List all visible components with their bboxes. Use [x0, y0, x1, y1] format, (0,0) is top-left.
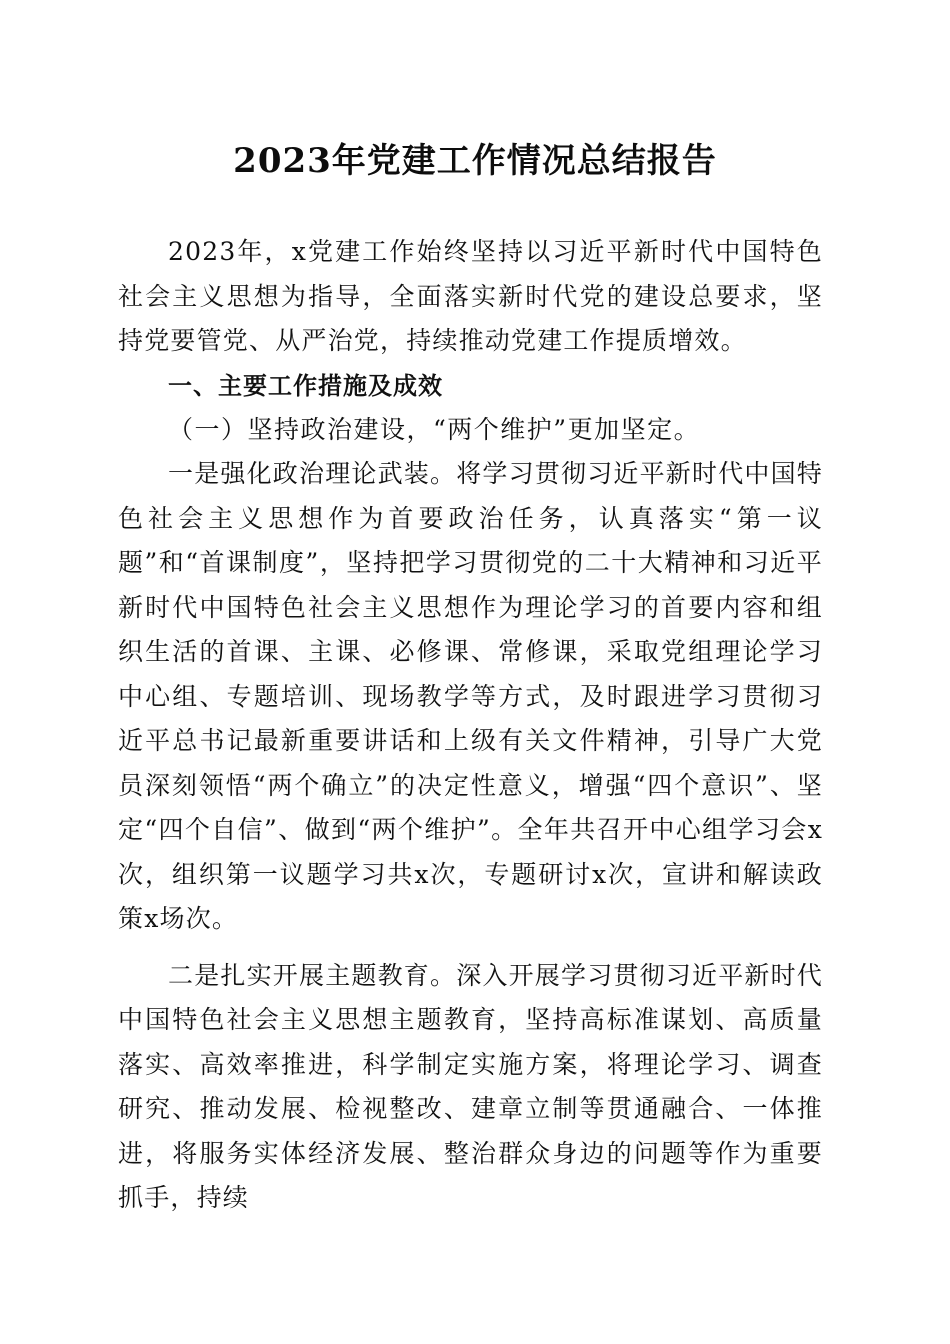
paragraph-lead-1: 一是强化政治理论武装。	[168, 459, 457, 488]
body-paragraph-2	[118, 954, 823, 1221]
document-body	[118, 230, 823, 1221]
document-title: 2023年党建工作情况总结报告	[233, 141, 717, 181]
paragraph-text-1: 将学习贯彻习近平新时代中国特色社会主义思想作为首要政治任务，认真落实“第一议题”和“首课制度”，坚持把学习贯彻党的二十大精神和习近平新时代中国特色社会主义思想作为理论学习的首要内容和组织生活的首课、主课、必修课、常修课，采取党组理论学习中心组、专题培训、现场教学等方式，及时跟进学习贯彻习近平总书记最新重要讲话和上级有关文件精神，引导广大党员深刻领悟“两个确立”的决定性意义，增强“四个意识”、坚定“四个自信”、做到“两个维护”。全年共召开中心组学习会x次，组织第一议题学习共x次，专题研讨x次，宣讲和解读政策x场次。	[118, 459, 824, 933]
paragraph-text-2: 深入开展学习贯彻习近平新时代中国特色社会主义思想主题教育，坚持高标准谋划、高质量落实、高效率推进，科学制定实施方案，将理论学习、调查研究、推动发展、检视整改、建章立制等贯通融合、一体推进，将服务实体经济发展、整治群众身边的问题等作为重要抓手，持续	[118, 960, 824, 1212]
subsection-heading-1: （一）坚持政治建设，“两个维护”更加坚定。	[168, 414, 701, 444]
body-paragraph-1	[118, 452, 823, 942]
intro-paragraph: 2023年，x党建工作始终坚持以习近平新时代中国特色社会主义思想为指导，全面落实新时代党的建设总要求，坚持党要管党、从严治党，持续推动党建工作提质增效。	[118, 237, 823, 355]
paragraph-lead-2: 二是扎实开展主题教育。	[168, 960, 457, 990]
section-heading-1: 一、主要工作措施及成效	[168, 371, 443, 400]
paragraph-spacer	[118, 942, 823, 954]
